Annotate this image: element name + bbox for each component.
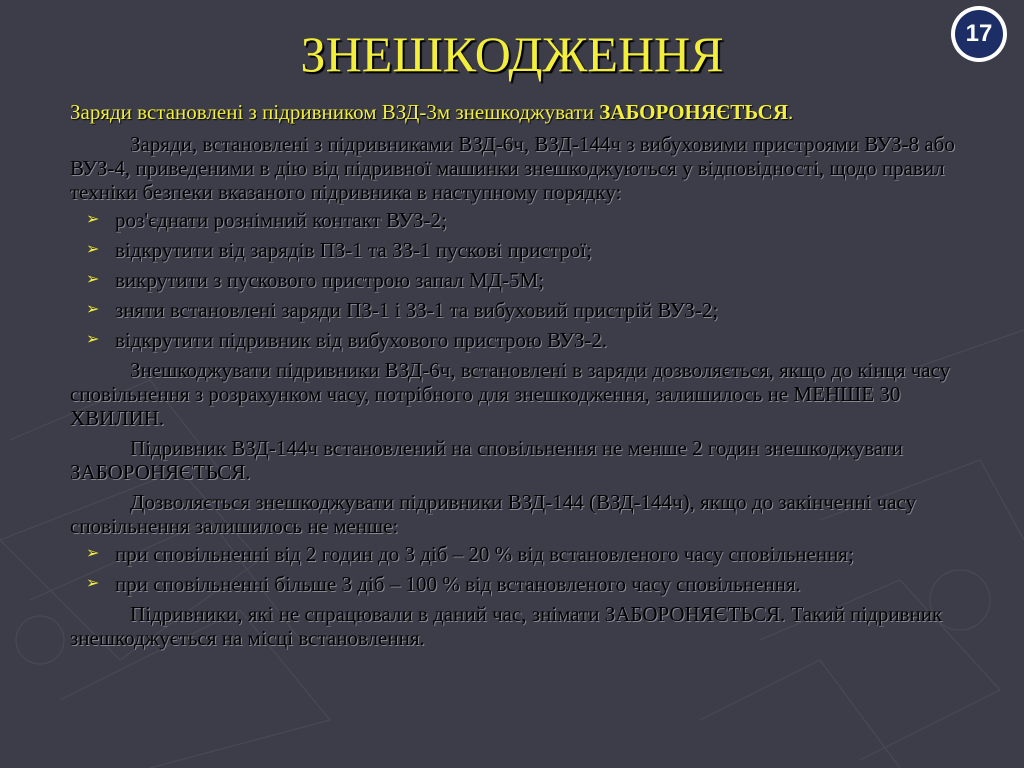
paragraph-1: Заряди, встановлені з підривниками ВЗД-6ч, ВЗД-144ч з вибуховими пристроями ВУЗ-8 або ВУЗ-4, приведеними в дію від підривної машинки знешкоджуються у відповідності, щодо правил техніки безпеки вказаного підривника в наступному порядку: bbox=[70, 132, 955, 204]
list-item bbox=[70, 328, 990, 352]
arrow-right-outline-icon: ➢ bbox=[86, 299, 100, 318]
list-item bbox=[70, 268, 990, 292]
list-item-text: відкрутити від зарядів ПЗ-1 та ЗЗ-1 пускові пристрої; bbox=[115, 238, 592, 262]
paragraph-5: Підривники, які не спрацювали в даний час, знімати ЗАБОРОНЯЄТЬСЯ. Такий підривник знешкоджується на місці встановлення. bbox=[70, 602, 943, 650]
arrow-right-outline-icon: ➢ bbox=[86, 209, 100, 228]
slide-title: ЗНЕШКОДЖЕННЯ bbox=[300, 26, 724, 82]
arrow-right-outline-icon: ➢ bbox=[86, 239, 100, 258]
slide-body bbox=[70, 100, 990, 654]
paragraph-4: Дозволяється знешкоджувати підривники ВЗД-144 (ВЗД-144ч), якщо до закінченні часу сповільнення залишилось не менше: bbox=[70, 490, 917, 538]
list-item-text: викрутити з пускового пристрою запал МД-5М; bbox=[115, 268, 544, 292]
arrow-right-outline-icon: ➢ bbox=[86, 573, 100, 592]
paragraph-3: Підривник ВЗД-144ч встановлений на сповільнення не менше 2 годин знешкоджувати ЗАБОРОНЯЄТЬСЯ. bbox=[70, 436, 903, 484]
arrow-right-outline-icon: ➢ bbox=[86, 329, 100, 348]
list-item bbox=[70, 572, 990, 596]
list-item-text: при сповільненні більше 3 діб – 100 % від встановленого часу сповільнення. bbox=[115, 572, 801, 596]
intro-prefix: Заряди встановлені з підривником ВЗД-3м знешкоджувати bbox=[70, 100, 600, 124]
arrow-right-outline-icon: ➢ bbox=[86, 543, 100, 562]
list-item-text: при сповільненні від 2 годин до 3 діб – 20 % від встановленого часу сповільнення; bbox=[115, 542, 854, 566]
intro-suffix: . bbox=[788, 100, 794, 124]
intro-line bbox=[70, 100, 990, 124]
paragraph-2: Знешкоджувати підривники ВЗД-6ч, встановлені в заряди дозволяється, якщо до кінця часу сповільнення з розрахунком часу, потрібного для знешкодження, залишилось не МЕНШЕ 30 ХВИЛИН. bbox=[70, 358, 951, 430]
page-number: 17 bbox=[955, 10, 1003, 58]
list-item-text: зняти встановлені заряди ПЗ-1 і ЗЗ-1 та вибуховий пристрій ВУЗ-2; bbox=[115, 298, 719, 322]
list-item-text: роз'єднати рознімний контакт ВУЗ-2; bbox=[115, 208, 447, 232]
list-item bbox=[70, 238, 990, 262]
list-item-text: відкрутити підривник від вибухового пристрою ВУЗ-2. bbox=[115, 328, 608, 352]
intro-emphasis: ЗАБОРОНЯЄТЬСЯ bbox=[599, 100, 788, 124]
list-item bbox=[70, 208, 990, 232]
arrow-right-outline-icon: ➢ bbox=[86, 269, 100, 288]
list-item bbox=[70, 298, 990, 322]
list-item bbox=[70, 542, 990, 566]
